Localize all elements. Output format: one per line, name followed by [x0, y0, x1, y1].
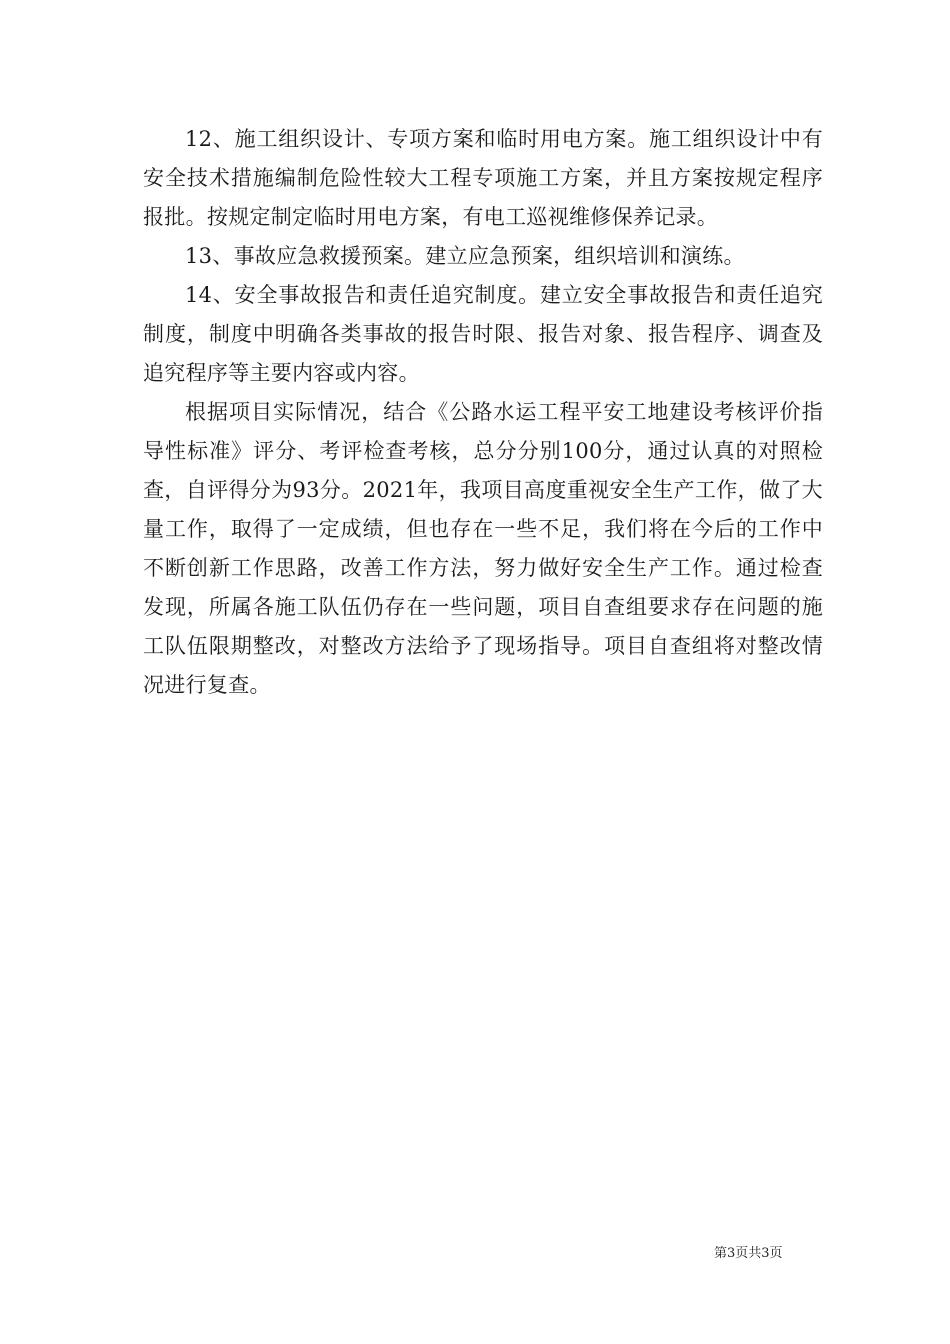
paragraph-conclusion: 根据项目实际情况，结合《公路水运工程平安工地建设考核评价指导性标准》评分、考评检查考核，总分分别100分，通过认真的对照检查，自评得分为93分。2021年，我项目高度重视安全生产工作，做了大量工作，取得了一定成绩，但也存在一些不足，我们将在今后的工作中不断创新工作思路，改善工作方法，努力做好安全生产工作。通过检查发现，所属各施工队伍仍存在一些问题，项目自查组要求存在问题的施工队伍限期整改，对整改方法给予了现场指导。项目自查组将对整改情况进行复查。 [143, 400, 823, 697]
paragraph-item-12: 12、施工组织设计、专项方案和临时用电方案。施工组织设计中有安全技术措施编制危险性较大工程专项施工方案，并且方案按规定程序报批。按规定制定临时用电方案，有电工巡视维修保养记录。 [143, 127, 823, 229]
page-number-footer: 第3页共3页 [714, 1246, 783, 1261]
document-body [143, 120, 823, 705]
paragraph-item-14: 14、安全事故报告和责任追究制度。建立安全事故报告和责任追究制度，制度中明确各类事故的报告时限、报告对象、报告程序、调查及追究程序等主要内容或内容。 [143, 283, 823, 385]
paragraph-item-13: 13、事故应急救援预案。建立应急预案，组织培训和演练。 [185, 244, 745, 268]
